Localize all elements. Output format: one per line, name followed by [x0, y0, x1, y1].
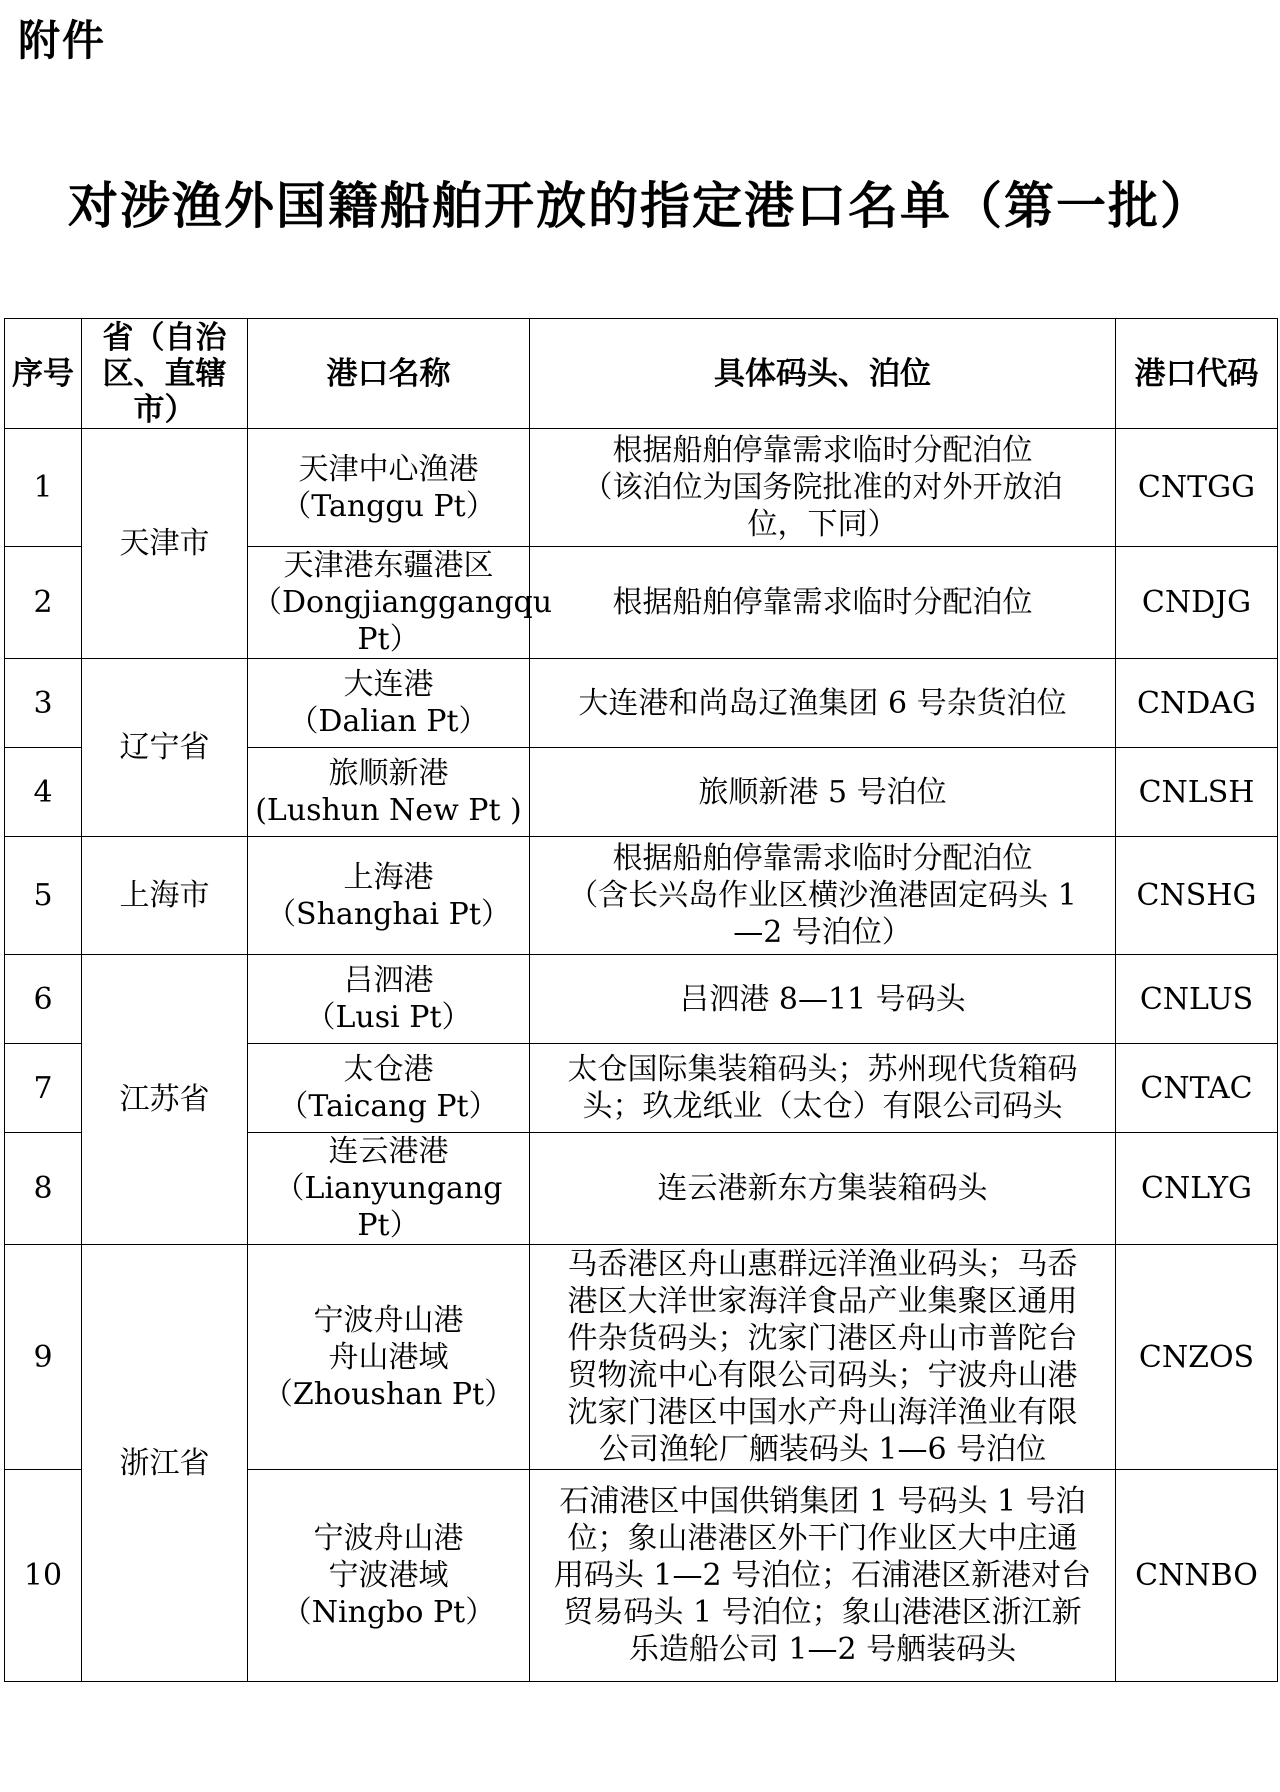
- port-code-cell: CNTGG: [1116, 429, 1278, 547]
- port-name-cell: 上海港 （Shanghai Pt）: [248, 837, 530, 955]
- seq-cell: 10: [5, 1470, 82, 1682]
- berth-cell: 太仓国际集装箱码头；苏州现代货箱码 头；玖龙纸业（太仓）有限公司码头: [530, 1044, 1116, 1133]
- port-code-cell: CNZOS: [1116, 1245, 1278, 1470]
- port-name-cell: 吕泗港 （Lusi Pt）: [248, 955, 530, 1044]
- province-cell: 浙江省: [82, 1245, 248, 1682]
- port-name-cell: 大连港 （Dalian Pt）: [248, 659, 530, 748]
- header-code: 港口代码: [1116, 319, 1278, 429]
- seq-cell: 2: [5, 547, 82, 659]
- port-code-cell: CNLSH: [1116, 748, 1278, 837]
- berth-cell: 根据船舶停靠需求临时分配泊位 （含长兴岛作业区横沙渔港固定码头 1 —2 号泊位）: [530, 837, 1116, 955]
- seq-cell: 9: [5, 1245, 82, 1470]
- port-name-cell: 连云港港 （Lianyungang Pt）: [248, 1133, 530, 1245]
- table-row: [5, 429, 1278, 547]
- seq-cell: 4: [5, 748, 82, 837]
- berth-cell: 根据船舶停靠需求临时分配泊位 （该泊位为国务院批准的对外开放泊 位，下同）: [530, 429, 1116, 547]
- port-name-cell: 天津中心渔港 （Tanggu Pt）: [248, 429, 530, 547]
- header-province: 省（自治 区、直辖 市）: [82, 319, 248, 429]
- seq-cell: 1: [5, 429, 82, 547]
- port-code-cell: CNNBO: [1116, 1470, 1278, 1682]
- berth-cell: 大连港和尚岛辽渔集团 6 号杂货泊位: [530, 659, 1116, 748]
- header-port-name: 港口名称: [248, 319, 530, 429]
- ports-table: [4, 318, 1278, 1682]
- seq-cell: 5: [5, 837, 82, 955]
- table-row: [5, 955, 1278, 1044]
- port-code-cell: CNTAC: [1116, 1044, 1278, 1133]
- attachment-label: 附件: [18, 16, 107, 65]
- document-title: 对涉渔外国籍船舶开放的指定港口名单（第一批）: [68, 177, 1212, 235]
- port-name-cell: 天津港东疆港区 （Dongjianggangqu Pt）: [248, 547, 530, 659]
- port-code-cell: CNDJG: [1116, 547, 1278, 659]
- port-name-cell: 旅顺新港 (Lushun New Pt ): [248, 748, 530, 837]
- port-code-cell: CNLYG: [1116, 1133, 1278, 1245]
- table-row: [5, 837, 1278, 955]
- berth-cell: 旅顺新港 5 号泊位: [530, 748, 1116, 837]
- port-name-cell: 宁波舟山港 舟山港域 （Zhoushan Pt）: [248, 1245, 530, 1470]
- table-row: [5, 659, 1278, 748]
- header-seq: 序号: [5, 319, 82, 429]
- berth-cell: 马岙港区舟山惠群远洋渔业码头；马岙 港区大洋世家海洋食品产业集聚区通用 件杂货码头；沈家门港区舟山市普陀台 贸物流中心有限公司码头；宁波舟山港 沈家门港区中国水产舟山海洋渔业有限 公司渔轮厂舾装码头 1—6 号泊位: [530, 1245, 1116, 1470]
- table-header-row: [5, 319, 1278, 429]
- port-name-cell: 太仓港 （Taicang Pt）: [248, 1044, 530, 1133]
- province-cell: 上海市: [82, 837, 248, 955]
- berth-cell: 根据船舶停靠需求临时分配泊位: [530, 547, 1116, 659]
- seq-cell: 6: [5, 955, 82, 1044]
- berth-cell: 连云港新东方集装箱码头: [530, 1133, 1116, 1245]
- seq-cell: 3: [5, 659, 82, 748]
- province-cell: 江苏省: [82, 955, 248, 1245]
- province-cell: 天津市: [82, 429, 248, 659]
- berth-cell: 石浦港区中国供销集团 1 号码头 1 号泊 位；象山港港区外干门作业区大中庄通 用码头 1—2 号泊位；石浦港区新港对台 贸易码头 1 号泊位；象山港港区浙江新 乐造船公司 1—2 号舾装码头: [530, 1470, 1116, 1682]
- seq-cell: 7: [5, 1044, 82, 1133]
- port-name-cell: 宁波舟山港 宁波港域 （Ningbo Pt）: [248, 1470, 530, 1682]
- berth-cell: 吕泗港 8—11 号码头: [530, 955, 1116, 1044]
- header-berth: 具体码头、泊位: [530, 319, 1116, 429]
- port-code-cell: CNDAG: [1116, 659, 1278, 748]
- port-code-cell: CNLUS: [1116, 955, 1278, 1044]
- province-cell: 辽宁省: [82, 659, 248, 837]
- seq-cell: 8: [5, 1133, 82, 1245]
- port-code-cell: CNSHG: [1116, 837, 1278, 955]
- table-row: [5, 1245, 1278, 1470]
